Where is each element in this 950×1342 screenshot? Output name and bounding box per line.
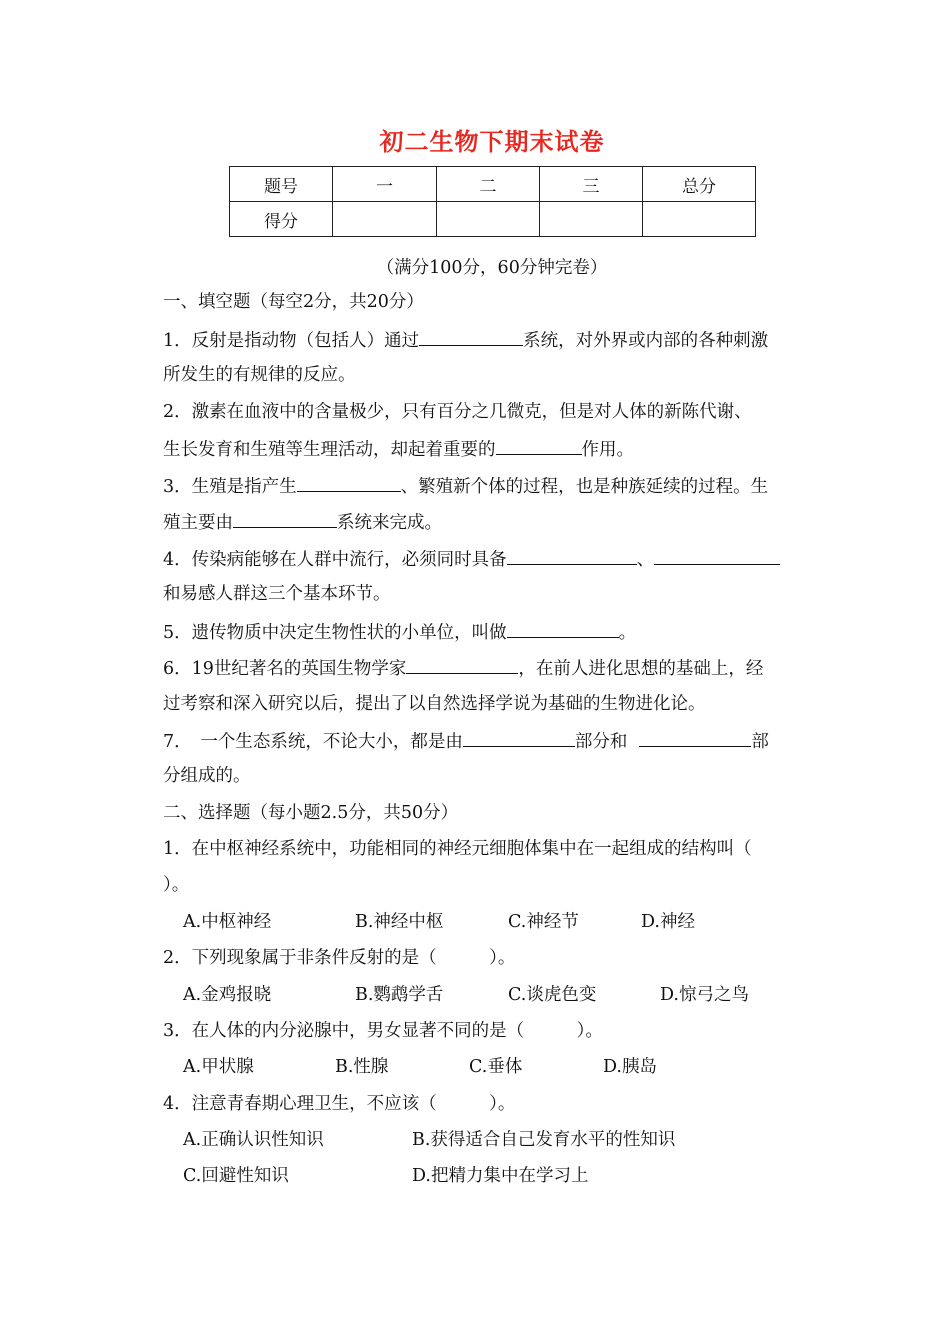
s2-q3-option-b[interactable]: B.性腺	[335, 1057, 389, 1077]
s1-q2-line1: 2．激素在血液中的含量极少，只有百分之几微克，但是对人体的新陈代谢、	[163, 402, 752, 422]
s1-q4-line1: 4．传染病能够在人群中流行，必须同时具备 、	[163, 548, 780, 570]
answer-blank[interactable]	[654, 548, 780, 565]
s1-q6-line1: 6．19世纪著名的英国生物学家 ，在前人进化思想的基础上，经	[163, 659, 764, 679]
s2-q1-option-c[interactable]: C.神经节	[508, 912, 579, 932]
answer-blank[interactable]	[507, 621, 619, 638]
s2-q2-option-c[interactable]: C.谈虎色变	[508, 985, 597, 1005]
exam-note: （满分100分，60分钟完卷）	[376, 258, 608, 278]
s2-q4-option-c[interactable]: C.回避性知识	[183, 1166, 289, 1186]
s1-q6-line2: 过考察和深入研究以后，提出了以自然选择学说为基础的生物进化论。	[163, 694, 706, 714]
s2-q3-option-d[interactable]: D.胰岛	[603, 1057, 657, 1077]
s1-q2-line2: 生长发育和生殖等生理活动，却起着重要的 作用。	[163, 440, 634, 460]
section2-heading: 二、选择题（每小题2.5分，共50分）	[163, 803, 459, 823]
answer-blank[interactable]	[507, 548, 637, 565]
s2-q1-stem-line2: ）。	[163, 875, 190, 895]
s2-q2-option-b[interactable]: B.鹦鹉学舌	[355, 985, 444, 1005]
s2-q4-option-b[interactable]: B.获得适合自己发育水平的性知识	[412, 1130, 676, 1150]
s2-q1-option-b[interactable]: B.神经中枢	[355, 912, 444, 932]
s2-q1-option-d[interactable]: D.神经	[641, 912, 695, 932]
s1-q4-line2: 和易感人群这三个基本环节。	[163, 584, 391, 604]
exam-title: 初二生物下期末试卷	[379, 127, 605, 156]
score-cell	[333, 202, 437, 237]
s2-q3-option-c[interactable]: C.垂体	[469, 1057, 523, 1077]
section1-heading: 一、填空题（每空2分，共20分）	[163, 292, 424, 312]
s2-q1-option-a[interactable]: A.中枢神经	[183, 912, 272, 932]
s2-q4-stem: 4．注意青春期心理卫生，不应该（ ）。	[163, 1094, 516, 1114]
answer-blank[interactable]	[419, 329, 523, 346]
s2-q4-option-d[interactable]: D.把精力集中在学习上	[412, 1166, 589, 1186]
s2-q1-stem-line1: 1．在中枢神经系统中，功能相同的神经元细胞体集中在一起组成的结构叫（	[163, 839, 752, 859]
s2-q3-option-a[interactable]: A.甲状腺	[183, 1057, 254, 1077]
s1-q1-line2: 所发生的有规律的反应。	[163, 365, 356, 385]
s1-q3-line2: 殖主要由 系统来完成。	[163, 513, 442, 533]
answer-blank[interactable]	[297, 475, 401, 492]
score-cell	[643, 202, 756, 237]
score-row-label: 得分	[230, 202, 333, 237]
score-cell	[540, 202, 643, 237]
answer-blank[interactable]	[233, 511, 337, 528]
score-table	[229, 166, 756, 237]
score-cell	[437, 202, 540, 237]
s2-q2-stem: 2．下列现象属于非条件反射的是（ ）。	[163, 948, 516, 968]
s1-q7-line2: 分组成的。	[163, 766, 251, 786]
s1-q1-line1: 1．反射是指动物（包括人）通过 系统，对外界或内部的各种刺激	[163, 331, 769, 351]
score-table-header-cell: 一	[333, 167, 437, 202]
score-table-header-cell: 题号	[230, 167, 333, 202]
s1-q3-line1: 3．生殖是指产生 、繁殖新个体的过程，也是种族延续的过程。生	[163, 477, 769, 497]
score-table-header-cell: 总分	[643, 167, 756, 202]
answer-blank[interactable]	[406, 657, 518, 674]
s1-q5-line1: 5．遗传物质中决定生物性状的小单位，叫做 。	[163, 623, 637, 643]
answer-blank[interactable]	[639, 730, 751, 747]
score-table-header-cell: 二	[437, 167, 540, 202]
s2-q3-stem: 3．在人体的内分泌腺中，男女显著不同的是（ ）。	[163, 1021, 603, 1041]
score-table-score-row	[230, 202, 756, 237]
s2-q2-option-a[interactable]: A.金鸡报晓	[183, 985, 272, 1005]
s2-q4-option-a[interactable]: A.正确认识性知识	[183, 1130, 324, 1150]
s2-q2-option-d[interactable]: D.惊弓之鸟	[660, 985, 749, 1005]
score-table-header-cell: 三	[540, 167, 643, 202]
s1-q7-line1: 7． 一个生态系统，不论大小，都是由 部分和 部	[163, 732, 769, 752]
answer-blank[interactable]	[463, 730, 575, 747]
score-table-header-row	[230, 167, 756, 202]
answer-blank[interactable]	[496, 438, 582, 455]
